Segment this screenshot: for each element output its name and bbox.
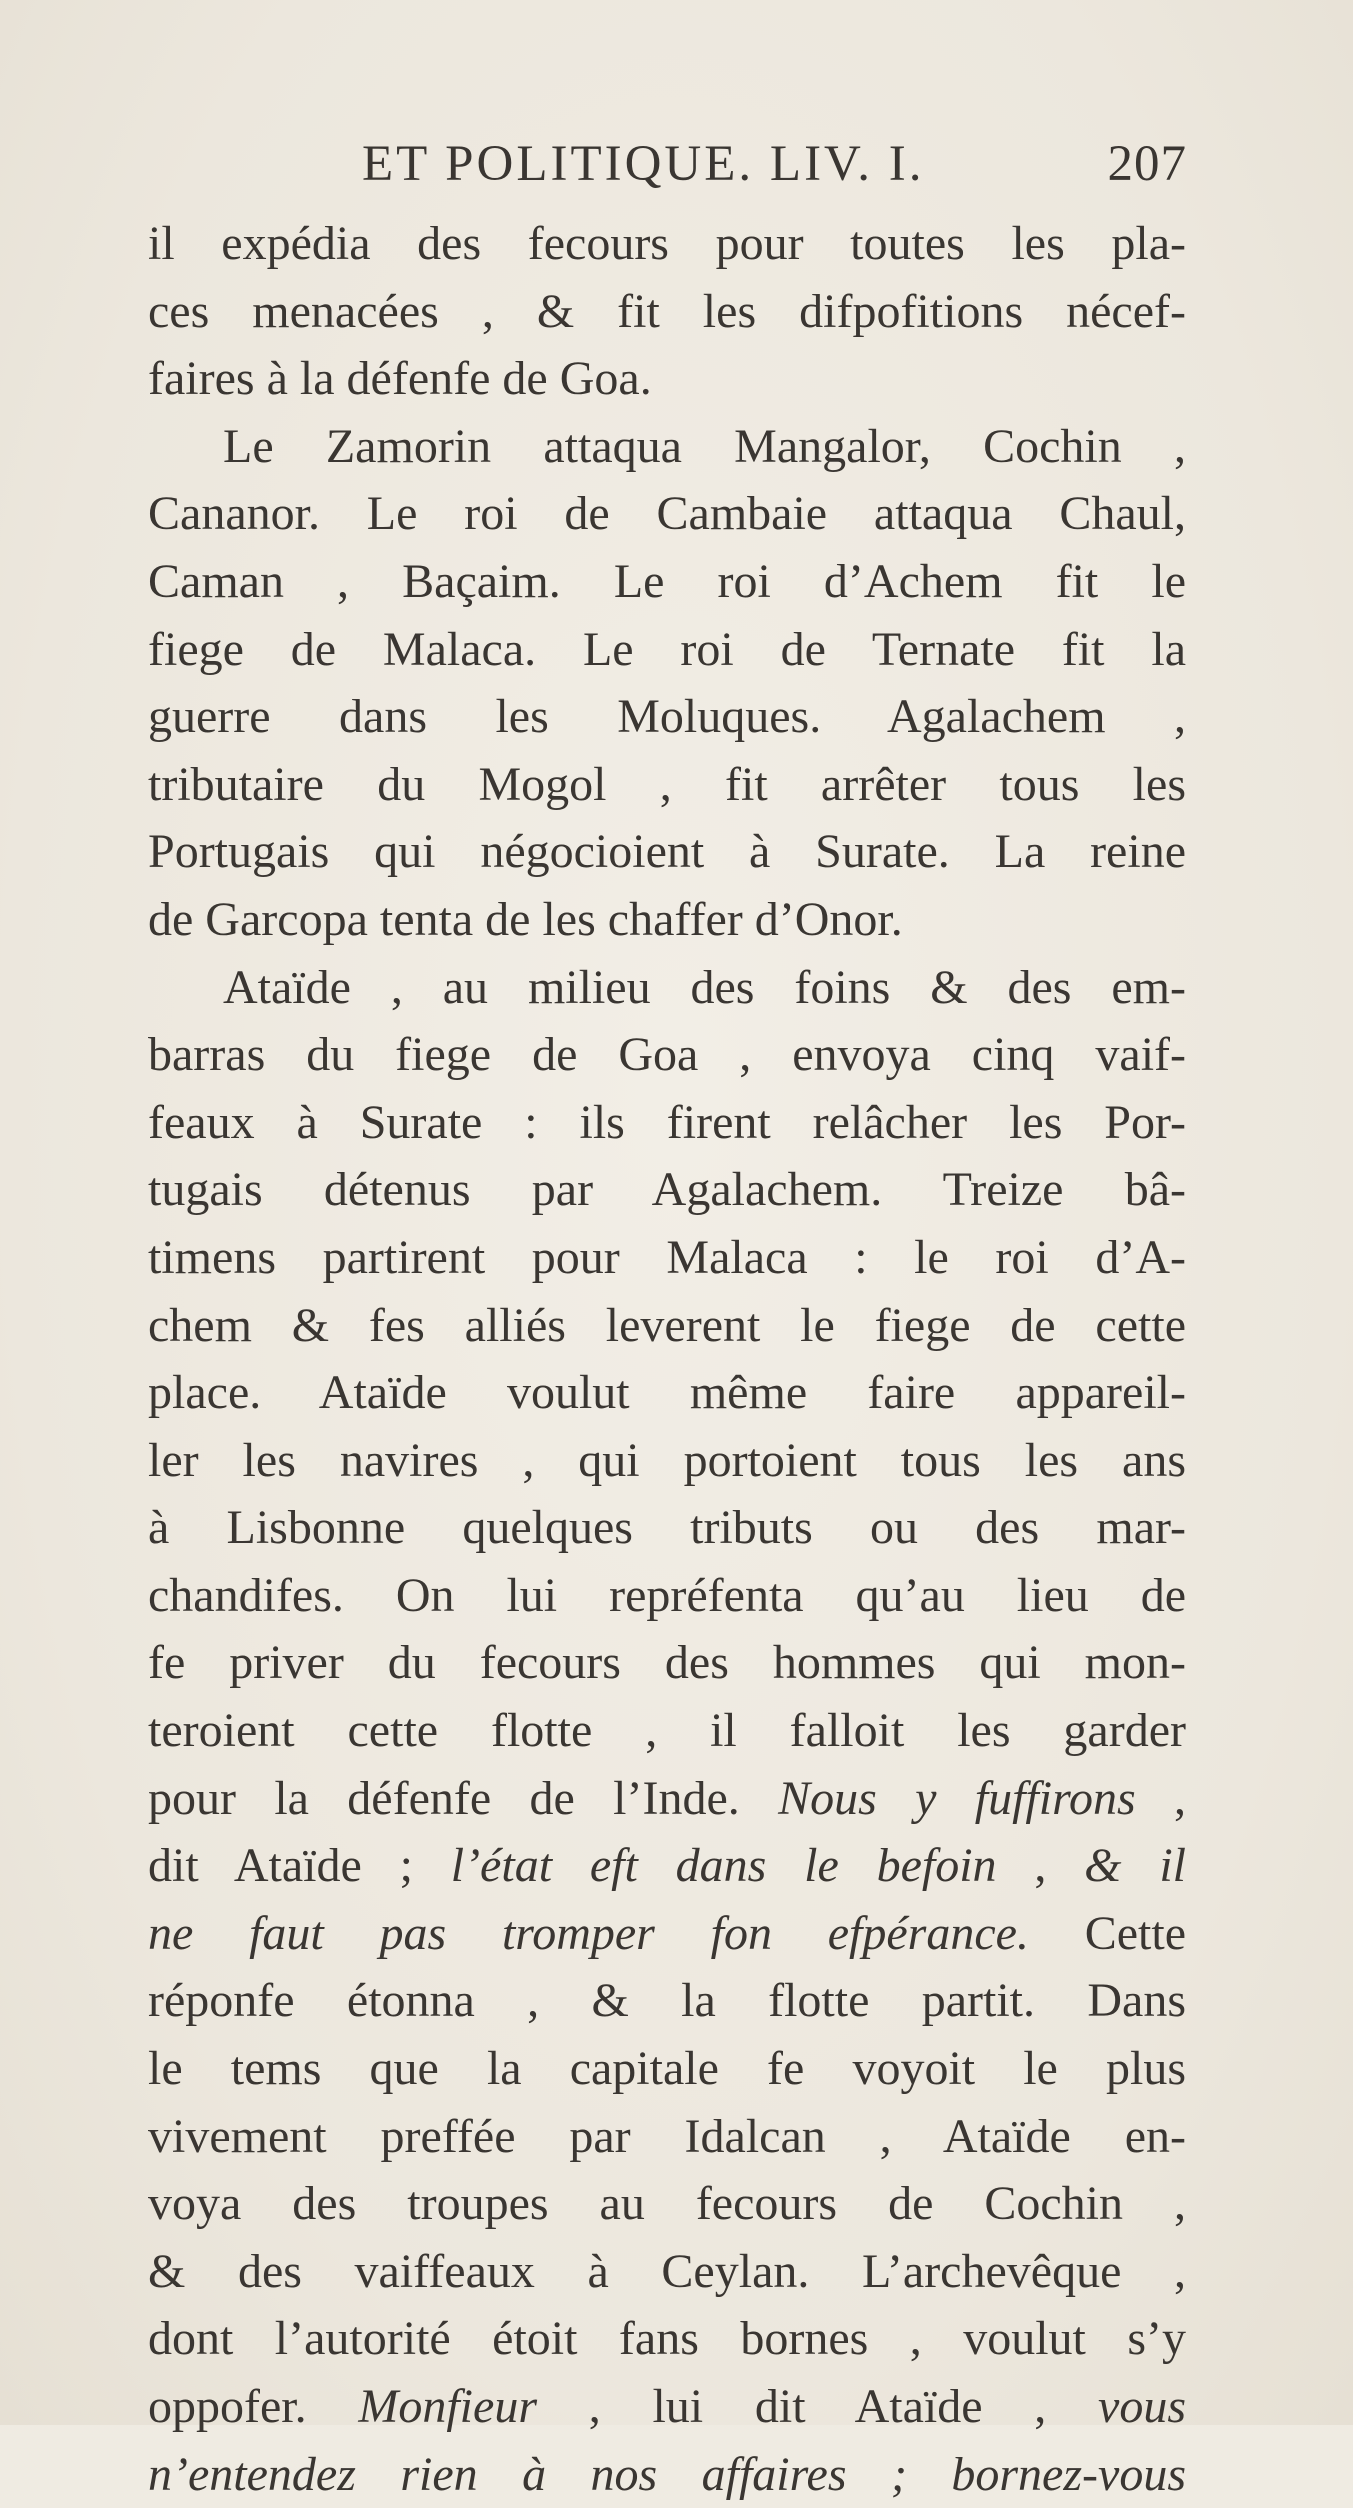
text-line [148,818,1186,886]
italic-text: vous [1098,2380,1186,2433]
text-line [148,345,1186,413]
text-line [148,1697,1186,1765]
text-segment: , [996,1839,1085,1893]
italic-text: l’état eft dans le befoin [450,1839,997,1893]
text-line [148,683,1186,751]
text-segment: il expédia des fecours pour toutes les pla- [148,217,1186,270]
text-line [148,1629,1186,1697]
text-line [148,1562,1186,1630]
text-line [148,1359,1186,1427]
text-line [148,751,1186,819]
text-segment: & des vaiffeaux à Ceylan. L’archevêque , [148,2244,1186,2298]
text-segment: fiege de Malaca. Le roi de Ternate fit la [148,622,1186,676]
text-line [148,1089,1186,1157]
text-segment: pour la défenfe de l’Inde. [148,1771,779,1825]
text-segment: Le Zamorin attaqua Mangalor, Cochin , [223,419,1186,473]
text-segment: timens partirent pour Malaca : le roi d’A- [148,1230,1186,1284]
text-segment: chandifes. On lui repréfenta qu’au lieu de [148,1568,1186,1622]
text-segment: Ataïde , au milieu des foins & des em- [223,960,1186,1014]
text-segment: Portugais qui négocioient à Surate. La reine [148,825,1186,879]
text-line [148,210,1186,278]
text-segment: chem & fes alliés leverent le fiege de cette [148,1298,1186,1352]
text-line [148,2373,1186,2441]
text-line [148,1832,1186,1900]
text-segment: place. Ataïde voulut même faire appareil- [148,1366,1186,1420]
text-segment: réponfe étonna , & la flotte partit. Dans [148,1974,1186,2028]
text-segment: ler les navires , qui portoient tous les ans [148,1433,1186,1487]
italic-text: n’entendez rien à nos affaires ; bornez-vous [148,2447,1186,2501]
text-segment: ces menacées , & fit les difpofitions nécef- [148,284,1186,338]
text-segment: le tems que la capitale fe voyoit le plus [148,2042,1186,2096]
text-line [148,1292,1186,1360]
running-header [362,135,1187,195]
text-line [148,616,1186,684]
text-segment: voya des troupes au fecours de Cochin , [148,2177,1186,2231]
text-segment: dont l’autorité étoit fans bornes , voulut s’y [148,2312,1186,2366]
running-title: ET POLITIQUE. LIV. I. [362,136,925,192]
page-number: 207 [1107,136,1187,192]
text-segment: , lui dit Ataïde , [537,2380,1099,2433]
text-line [148,2305,1186,2373]
text-segment: barras du fiege de Goa , envoya cinq vaif- [148,1028,1186,1082]
text-line [148,1156,1186,1224]
text-line [148,2170,1186,2238]
text-segment: feaux à Surate : ils firent relâcher les Por- [148,1095,1186,1149]
text-line [148,480,1186,548]
italic-text: & il [1084,1839,1186,1893]
text-line [148,2103,1186,2171]
text-segment: , [1135,1771,1186,1825]
text-segment: faires à la défenfe de Goa. [148,352,652,406]
text-segment: oppofer. [148,2380,359,2433]
text-segment: tugais détenus par Agalachem. Treize bâ- [148,1163,1186,1217]
text-line [148,1765,1186,1833]
text-segment: dit Ataïde ; [148,1839,451,1893]
text-segment: de Garcopa tenta de les chaffer d’Onor. [148,892,903,946]
body-text [148,210,1186,2508]
text-line [148,886,1186,954]
text-line [148,1967,1186,2035]
text-line [148,413,1186,481]
text-segment: Cette [1028,1906,1186,1960]
text-line [148,2035,1186,2103]
text-line [148,1427,1186,1495]
text-segment: teroient cette flotte , il falloit les garder [148,1704,1186,1758]
text-line [148,278,1186,346]
text-segment: vivement preffée par Idalcan , Ataïde en- [148,2109,1186,2163]
text-segment: à Lisbonne quelques tributs ou des mar- [148,1501,1186,1555]
italic-text: Nous y fuffirons [778,1771,1136,1825]
text-line [148,2238,1186,2306]
text-line [148,1494,1186,1562]
text-segment: guerre dans les Moluques. Agalachem , [148,690,1186,744]
text-line [148,1900,1186,1968]
text-line [148,954,1186,1022]
text-line [148,548,1186,616]
text-segment: Cananor. Le roi de Cambaie attaqua Chaul, [148,487,1186,541]
text-line [148,1224,1186,1292]
italic-text: ne faut pas tromper fon efpérance. [148,1906,1029,1960]
italic-text: Monfieur [358,2380,537,2433]
text-segment: fe priver du fecours des hommes qui mon- [148,1636,1186,1690]
text-segment: tributaire du Mogol , fit arrêter tous les [148,757,1186,811]
text-segment: Caman , Baçaim. Le roi d’Achem fit le [148,554,1186,608]
text-line [148,1021,1186,1089]
text-line [148,2441,1186,2508]
